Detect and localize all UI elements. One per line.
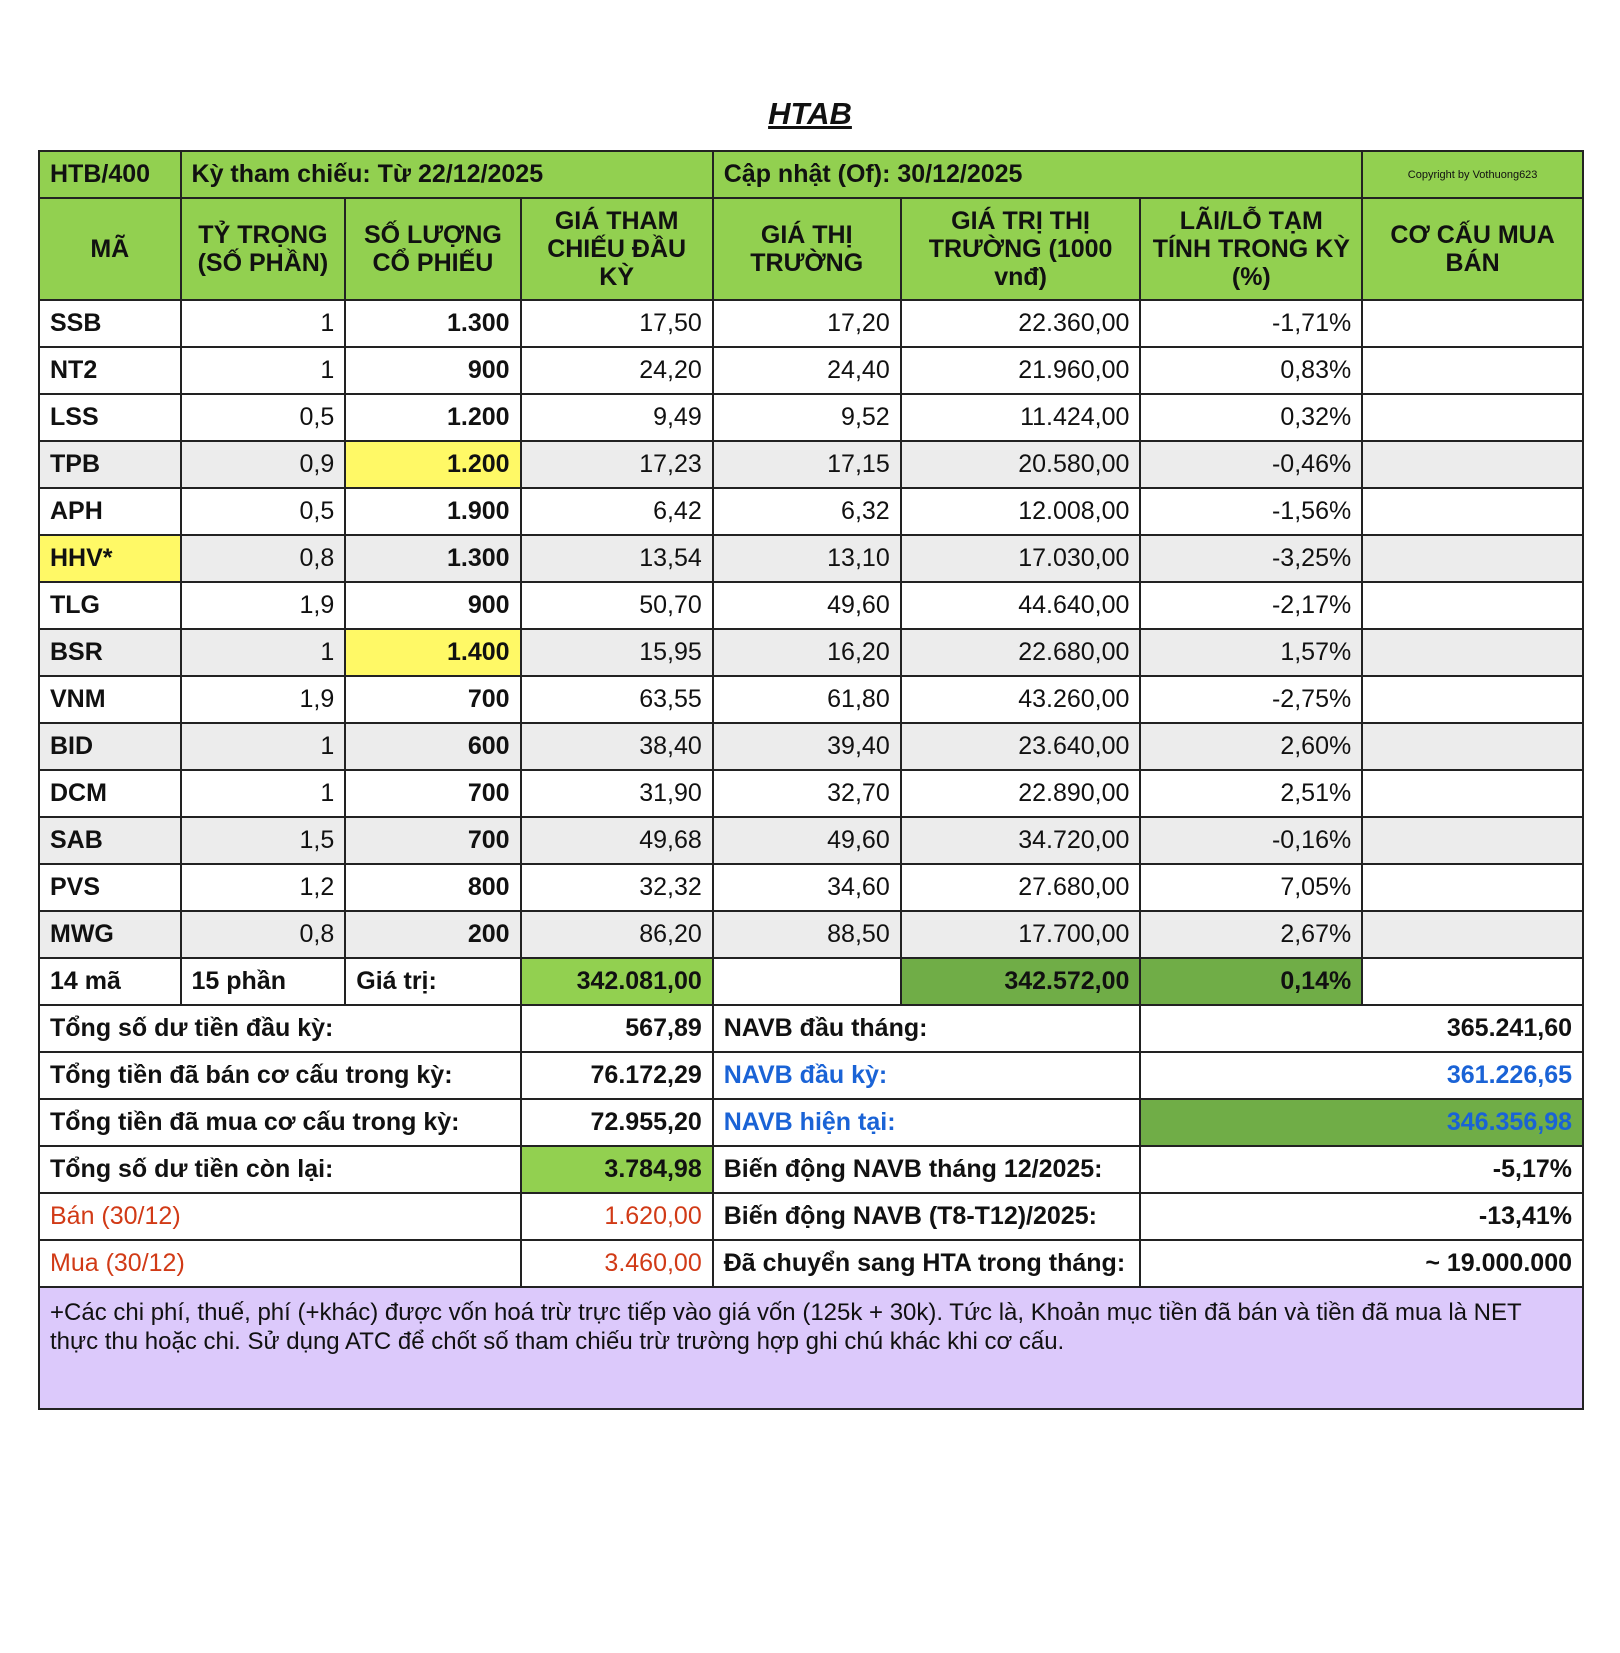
header-ref-price: GIÁ THAM CHIẾU ĐẦU KỲ <box>521 198 713 300</box>
weight-cell: 1 <box>181 300 346 347</box>
weight-cell: 1,9 <box>181 582 346 629</box>
quantity-cell: 1.300 <box>345 535 520 582</box>
market-value-cell: 17.030,00 <box>901 535 1141 582</box>
footnote: +Các chi phí, thuế, phí (+khác) được vốn hoá trừ trực tiếp vào giá vốn (125k + 30k). Tức là, Khoản mục tiền đã bán và tiền đã mua là NET thực thu hoặc chi. Sử dụng ATC để chốt số tham chiếu trừ trường hợp ghi chú khác khi cơ cấu. <box>39 1287 1583 1409</box>
pnl-cell: 7,05% <box>1140 864 1362 911</box>
summary-label: Tổng số dư tiền còn lại: <box>39 1146 521 1193</box>
portfolio-table <box>38 150 1584 1410</box>
market-value-cell: 22.680,00 <box>901 629 1141 676</box>
trade-cell <box>1362 676 1583 723</box>
table-row <box>39 864 1583 911</box>
trade-cell <box>1362 582 1583 629</box>
market-value-cell: 27.680,00 <box>901 864 1141 911</box>
trade-cell <box>1362 535 1583 582</box>
quantity-cell: 800 <box>345 864 520 911</box>
quantity-cell: 900 <box>345 582 520 629</box>
stock-code: NT2 <box>39 347 181 394</box>
ref-price-cell: 17,50 <box>521 300 713 347</box>
copyright-label: Copyright by Vothuong623 <box>1362 151 1583 198</box>
market-value-cell: 17.700,00 <box>901 911 1141 958</box>
market-price-cell: 13,10 <box>713 535 901 582</box>
quantity-cell: 200 <box>345 911 520 958</box>
ref-price-cell: 15,95 <box>521 629 713 676</box>
market-value-cell: 20.580,00 <box>901 441 1141 488</box>
nav-value: 346.356,98 <box>1140 1099 1583 1146</box>
market-price-cell: 17,20 <box>713 300 901 347</box>
weight-cell: 0,9 <box>181 441 346 488</box>
summary-row <box>39 1146 1583 1193</box>
ref-price-cell: 32,32 <box>521 864 713 911</box>
table-row <box>39 488 1583 535</box>
total-empty-cell <box>713 958 901 1005</box>
header-trade: CƠ CẤU MUA BÁN <box>1362 198 1583 300</box>
market-value-cell: 43.260,00 <box>901 676 1141 723</box>
stock-rows <box>39 300 1583 958</box>
summary-row <box>39 1193 1583 1240</box>
table-row <box>39 347 1583 394</box>
pnl-cell: 1,57% <box>1140 629 1362 676</box>
weight-cell: 1 <box>181 629 346 676</box>
market-value-cell: 23.640,00 <box>901 723 1141 770</box>
nav-label: NAVB đầu kỳ: <box>713 1052 1141 1099</box>
market-price-cell: 88,50 <box>713 911 901 958</box>
ref-price-cell: 63,55 <box>521 676 713 723</box>
note-row <box>39 1287 1583 1409</box>
table-row <box>39 770 1583 817</box>
table-row <box>39 676 1583 723</box>
market-price-cell: 49,60 <box>713 582 901 629</box>
stock-code: SAB <box>39 817 181 864</box>
stock-code: TLG <box>39 582 181 629</box>
weight-cell: 0,5 <box>181 488 346 535</box>
pnl-cell: -1,71% <box>1140 300 1362 347</box>
weight-cell: 1 <box>181 770 346 817</box>
weight-cell: 0,8 <box>181 911 346 958</box>
quantity-cell: 700 <box>345 770 520 817</box>
table-row <box>39 817 1583 864</box>
trade-cell <box>1362 394 1583 441</box>
trade-cell <box>1362 347 1583 394</box>
weight-cell: 0,8 <box>181 535 346 582</box>
quantity-cell: 900 <box>345 347 520 394</box>
ref-price-cell: 6,42 <box>521 488 713 535</box>
ref-price-cell: 13,54 <box>521 535 713 582</box>
trade-cell <box>1362 441 1583 488</box>
summary-value: 76.172,29 <box>521 1052 713 1099</box>
total-ref-value: 342.081,00 <box>521 958 713 1005</box>
ref-price-cell: 24,20 <box>521 347 713 394</box>
pnl-cell: -2,75% <box>1140 676 1362 723</box>
market-value-cell: 12.008,00 <box>901 488 1141 535</box>
total-value-label: Giá trị: <box>345 958 520 1005</box>
ref-price-cell: 38,40 <box>521 723 713 770</box>
pnl-cell: 2,60% <box>1140 723 1362 770</box>
table-row <box>39 582 1583 629</box>
header-market-price: GIÁ THỊ TRƯỜNG <box>713 198 901 300</box>
ref-price-cell: 17,23 <box>521 441 713 488</box>
ref-price-cell: 49,68 <box>521 817 713 864</box>
pnl-cell: -2,17% <box>1140 582 1362 629</box>
market-price-cell: 32,70 <box>713 770 901 817</box>
nav-label: NAVB đầu tháng: <box>713 1005 1141 1052</box>
ref-price-cell: 50,70 <box>521 582 713 629</box>
summary-label: Mua (30/12) <box>39 1240 521 1287</box>
nav-value: -5,17% <box>1140 1146 1583 1193</box>
nav-label: Biến động NAVB tháng 12/2025: <box>713 1146 1141 1193</box>
portfolio-id: HTB/400 <box>39 151 181 198</box>
pnl-cell: -0,16% <box>1140 817 1362 864</box>
pnl-cell: 2,67% <box>1140 911 1362 958</box>
table-row <box>39 911 1583 958</box>
header-qty: SỐ LƯỢNG CỔ PHIẾU <box>345 198 520 300</box>
market-price-cell: 34,60 <box>713 864 901 911</box>
stock-code: VNM <box>39 676 181 723</box>
trade-cell <box>1362 300 1583 347</box>
summary-label: Tổng số dư tiền đầu kỳ: <box>39 1005 521 1052</box>
market-price-cell: 16,20 <box>713 629 901 676</box>
nav-value: -13,41% <box>1140 1193 1583 1240</box>
table-row <box>39 441 1583 488</box>
market-value-cell: 34.720,00 <box>901 817 1141 864</box>
market-price-cell: 17,15 <box>713 441 901 488</box>
quantity-cell: 1.200 <box>345 394 520 441</box>
nav-value: 361.226,65 <box>1140 1052 1583 1099</box>
stock-code: LSS <box>39 394 181 441</box>
table-row <box>39 629 1583 676</box>
header-row <box>39 198 1583 300</box>
ref-price-cell: 9,49 <box>521 394 713 441</box>
table-row <box>39 535 1583 582</box>
weight-cell: 1,2 <box>181 864 346 911</box>
header-pnl: LÃI/LỖ TẠM TÍNH TRONG KỲ (%) <box>1140 198 1362 300</box>
quantity-cell: 600 <box>345 723 520 770</box>
stock-code: BID <box>39 723 181 770</box>
market-value-cell: 11.424,00 <box>901 394 1141 441</box>
total-pnl: 0,14% <box>1140 958 1362 1005</box>
total-count: 14 mã <box>39 958 181 1005</box>
stock-code: BSR <box>39 629 181 676</box>
weight-cell: 1,9 <box>181 676 346 723</box>
market-value-cell: 44.640,00 <box>901 582 1141 629</box>
header-market-value: GIÁ TRỊ THỊ TRƯỜNG (1000 vnđ) <box>901 198 1141 300</box>
quantity-cell: 1.200 <box>345 441 520 488</box>
weight-cell: 1 <box>181 347 346 394</box>
weight-cell: 0,5 <box>181 394 346 441</box>
total-parts: 15 phần <box>181 958 346 1005</box>
market-price-cell: 61,80 <box>713 676 901 723</box>
report-title: HTAB <box>768 96 852 131</box>
summary-label: Tổng tiền đã bán cơ cấu trong kỳ: <box>39 1052 521 1099</box>
nav-label: Biến động NAVB (T8-T12)/2025: <box>713 1193 1141 1240</box>
quantity-cell: 1.300 <box>345 300 520 347</box>
header-weight: TỶ TRỌNG (SỐ PHẦN) <box>181 198 346 300</box>
quantity-cell: 1.400 <box>345 629 520 676</box>
ref-period: Kỳ tham chiếu: Từ 22/12/2025 <box>181 151 713 198</box>
table-row <box>39 723 1583 770</box>
nav-value: 365.241,60 <box>1140 1005 1583 1052</box>
pnl-cell: -1,56% <box>1140 488 1362 535</box>
market-price-cell: 24,40 <box>713 347 901 394</box>
market-price-cell: 9,52 <box>713 394 901 441</box>
weight-cell: 1 <box>181 723 346 770</box>
summary-value: 567,89 <box>521 1005 713 1052</box>
summary-row <box>39 1005 1583 1052</box>
quantity-cell: 1.900 <box>345 488 520 535</box>
market-price-cell: 39,40 <box>713 723 901 770</box>
stock-code: PVS <box>39 864 181 911</box>
stock-code: APH <box>39 488 181 535</box>
quantity-cell: 700 <box>345 817 520 864</box>
stock-code: MWG <box>39 911 181 958</box>
pnl-cell: -3,25% <box>1140 535 1362 582</box>
summary-row <box>39 1099 1583 1146</box>
trade-cell <box>1362 817 1583 864</box>
pnl-cell: 2,51% <box>1140 770 1362 817</box>
summary-row <box>39 1052 1583 1099</box>
totals-row <box>39 958 1583 1005</box>
trade-cell <box>1362 770 1583 817</box>
trade-cell <box>1362 488 1583 535</box>
pnl-cell: 0,83% <box>1140 347 1362 394</box>
nav-value: ~ 19.000.000 <box>1140 1240 1583 1287</box>
stock-code: SSB <box>39 300 181 347</box>
summary-value: 3.784,98 <box>521 1146 713 1193</box>
info-row <box>39 151 1583 198</box>
stock-code: DCM <box>39 770 181 817</box>
ref-price-cell: 31,90 <box>521 770 713 817</box>
quantity-cell: 700 <box>345 676 520 723</box>
summary-value: 72.955,20 <box>521 1099 713 1146</box>
summary-value: 3.460,00 <box>521 1240 713 1287</box>
table-row <box>39 300 1583 347</box>
market-value-cell: 22.360,00 <box>901 300 1141 347</box>
trade-cell <box>1362 911 1583 958</box>
trade-cell <box>1362 864 1583 911</box>
table-row <box>39 394 1583 441</box>
update-date: Cập nhật (Of): 30/12/2025 <box>713 151 1362 198</box>
market-value-cell: 21.960,00 <box>901 347 1141 394</box>
summary-value: 1.620,00 <box>521 1193 713 1240</box>
summary-label: Tổng tiền đã mua cơ cấu trong kỳ: <box>39 1099 521 1146</box>
nav-label: NAVB hiện tại: <box>713 1099 1141 1146</box>
trade-cell <box>1362 723 1583 770</box>
nav-label: Đã chuyển sang HTA trong tháng: <box>713 1240 1141 1287</box>
ref-price-cell: 86,20 <box>521 911 713 958</box>
market-price-cell: 6,32 <box>713 488 901 535</box>
header-code: MÃ <box>39 198 181 300</box>
stock-code: TPB <box>39 441 181 488</box>
total-trade-cell <box>1362 958 1583 1005</box>
summary-row <box>39 1240 1583 1287</box>
market-price-cell: 49,60 <box>713 817 901 864</box>
pnl-cell: -0,46% <box>1140 441 1362 488</box>
pnl-cell: 0,32% <box>1140 394 1362 441</box>
market-value-cell: 22.890,00 <box>901 770 1141 817</box>
summary-label: Bán (30/12) <box>39 1193 521 1240</box>
weight-cell: 1,5 <box>181 817 346 864</box>
stock-code: HHV* <box>39 535 181 582</box>
total-market-value: 342.572,00 <box>901 958 1141 1005</box>
trade-cell <box>1362 629 1583 676</box>
